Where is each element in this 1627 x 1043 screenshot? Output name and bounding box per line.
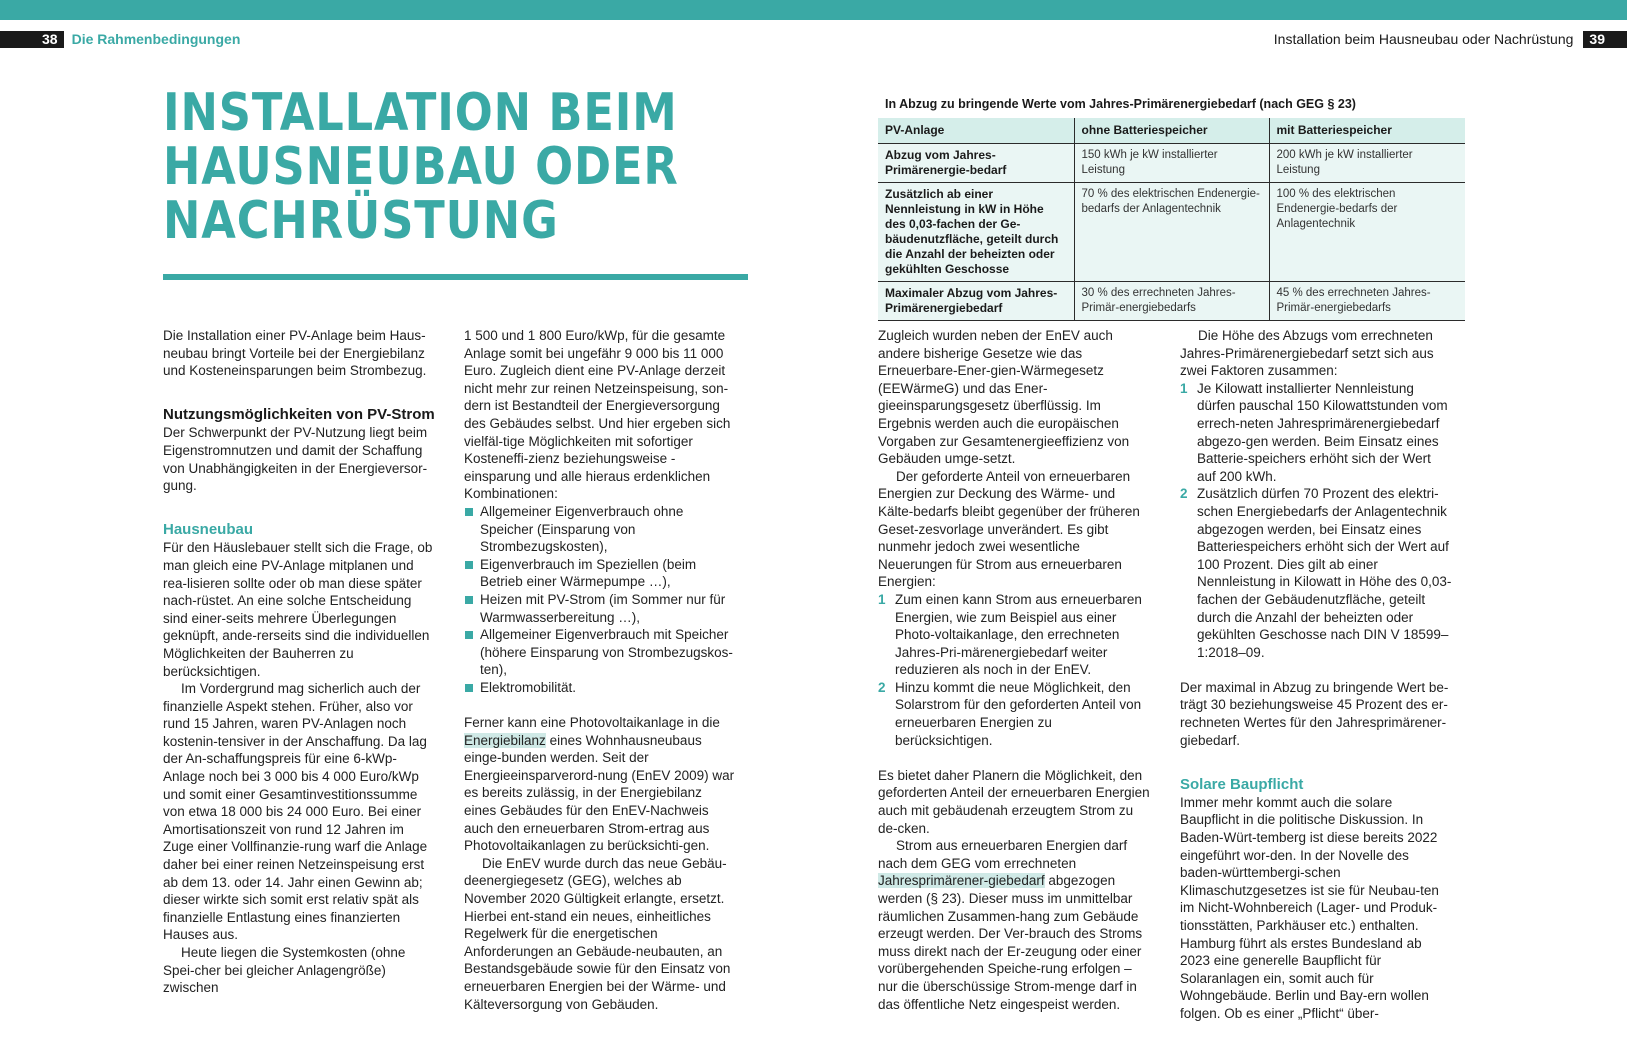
paragraph-hoehe: Die Höhe des Abzugs vom errechneten Jahres-Primärenergiebedarf setzt sich aus zwei Faktoren zusammen: bbox=[1180, 328, 1434, 379]
list-item-text: Zum einen kann Strom aus erneuerbaren Energien, wie zum Beispiel aus einer Photo-voltaikanlage, den errechneten Jahres-Pri-märenergiebedarf weiter reduzieren als noch in der EnEV. bbox=[895, 591, 1142, 678]
text-column-3 bbox=[878, 327, 1150, 1013]
paragraph-nutzung: Der Schwerpunkt der PV-Nutzung liegt beim Eigenstromnutzen und damit der Schaffung von Unabhängigkeiten in der Energieversor-gung. bbox=[163, 425, 428, 494]
page-number-right: 39 bbox=[1583, 31, 1627, 48]
list-item bbox=[878, 679, 1150, 749]
list-item bbox=[1180, 380, 1452, 486]
list-number: 1 bbox=[1180, 380, 1188, 396]
table-header-cell: mit Batteriespeicher bbox=[1269, 118, 1465, 144]
list-item: Eigenverbrauch im Speziellen (beim Betrieb einer Wärmepumpe …), bbox=[464, 556, 736, 591]
paragraph-hausneubau: Für den Häuslebauer stellt sich die Frage, ob man gleich eine PV-Anlage mitplanen und rea-lisieren sollte oder ob man diese später nach-rüstet. An eine solche Entscheidung sind einer-seits mehrere Überlegungen geknüpft, ande-rerseits sind die individuellen Möglichkeiten der Bauherren zu berücksichtigen. bbox=[163, 540, 433, 679]
text-column-1 bbox=[163, 327, 435, 997]
list-number: 2 bbox=[1180, 486, 1188, 502]
paragraph-heute: Heute liegen die Systemkosten (ohne Spei-cher bei gleicher Anlagengröße) zwischen bbox=[163, 945, 406, 996]
paragraph-bietet: Es bietet daher Planern die Möglichkeit, den geforderten Anteil der erneuerbaren Energien auch mit gebäudenah erzeugtem Strom zu de-cken. bbox=[878, 767, 1150, 836]
intro-paragraph: Die Installation einer PV-Anlage beim Haus-neubau bringt Vorteile bei der Energiebilanz und Kosteneinsparungen beim Strombezug. bbox=[163, 328, 427, 379]
paragraph-strom-rest: abgezogen werden (§ 23). Dieser muss im unmittelbar räumlichen Zusammen-hang zum Gebäude erzeugt werden. Der Ver-brauch des Stroms muss direkt nach der Er-zeugung oder einer vorübergehenden Speiche-rung erfolgen – nur die überschüssige Strom-menge darf in das öffentliche Netz eingespeist werden. bbox=[878, 873, 1143, 1012]
table-cell: 150 kWh je kW installierter Leistung bbox=[1074, 144, 1269, 183]
heading-nutzungsmoeglichkeiten: Nutzungsmöglichkeiten von PV-Strom bbox=[163, 406, 435, 424]
paragraph-ferner-start: Ferner kann eine Photovoltaikanlage in die bbox=[464, 715, 720, 731]
highlight-energiebilanz: Energiebilanz bbox=[464, 732, 546, 748]
list-item bbox=[1180, 485, 1452, 661]
section-title-right: Installation beim Hausneubau oder Nachrüstung bbox=[1273, 31, 1574, 47]
text-column-2 bbox=[464, 327, 736, 1013]
table-row-header: Maximaler Abzug vom Jahres-Primärenergiebedarf bbox=[878, 282, 1074, 321]
list-item: Elektromobilität. bbox=[464, 679, 736, 697]
numbered-list-neuerungen bbox=[878, 591, 1150, 749]
running-header-left bbox=[0, 31, 240, 48]
paragraph-strom bbox=[878, 837, 1150, 1013]
page-number-left: 38 bbox=[0, 31, 64, 48]
paragraph-zugleich: Zugleich wurden neben der EnEV auch andere bisherige Gesetze wie das Erneuerbare-Ener-gien-Wärmegesetz (EEWärmeG) und das Ener-gieeinsparungsgesetz überflüssig. Im Ergebnis werden auch die europäischen Vorgaben zur Gesamtenergieeffizienz von Gebäuden umge-setzt. bbox=[878, 328, 1130, 467]
paragraph-anteil: Der geforderte Anteil von erneuerbaren Energien zur Deckung des Wärme- und Kälte-bedarfs bleibt gegenüber der früheren Geset-zesvorlage unverändert. Es gibt nunmehr jedoch zwei wesentliche Neuerungen für Strom aus erneuerbaren Energien: bbox=[878, 468, 1140, 590]
paragraph-vordergrund: Im Vordergrund mag sicherlich auch der finanzielle Aspekt stehen. Früher, also vor rund 15 Jahren, waren PV-Anlagen noch kostenin-tensiver in der Anschaffung. Da lag der An-schaffungspreis für eine 6-kWp-Anlage noch bei 3 000 bis 4 000 Euro/kWp und somit einer Gesamtinvestitionssumme von etwa 18 000 bis 24 000 Euro. Bei einer Amortisationszeit von rund 12 Jahren im Zuge einer Vollfinanzie-rung warf die Anlage daher bei einer reinen Netzeinspeisung erst ab dem 13. oder 14. Jahr einen Gewinn ab; dieser wirkte sich somit erst relativ spät als finanzielle Entlastung eines finanzierten Hauses aus. bbox=[163, 681, 428, 943]
heading-solare-baupflicht: Solare Baupflicht bbox=[1180, 775, 1304, 793]
table-caption: In Abzug zu bringende Werte vom Jahres-Primärenergiebedarf (nach GEG § 23) bbox=[885, 97, 1356, 111]
title-underline bbox=[163, 274, 748, 280]
paragraph-solar: Immer mehr kommt auch die solare Baupflicht in die politische Diskussion. In Baden-Würt-temberg ist diese bereits 2022 eingeführt wor-den. In der Novelle des baden-württembergi-schen Klimaschutzgesetzes ist sie für Neubau-ten im Nicht-Wohnbereich (Lager- und Produk-tionsstätten, Parkhäuser etc.) enthalten. Hamburg führt als erstes Bundesland ab 2023 eine generelle Baupflicht für Solaranlagen ein, somit auch für Wohngebäude. Berlin und Bay-ern wollen folgen. Ob es einer „Pflicht“ über- bbox=[1180, 794, 1439, 1021]
table-row bbox=[878, 144, 1465, 183]
numbered-list-faktoren bbox=[1180, 380, 1452, 662]
deduction-table bbox=[878, 118, 1465, 321]
title-line-2: HAUSNEUBAU ODER bbox=[163, 137, 679, 197]
table-row bbox=[878, 183, 1465, 282]
list-number: 2 bbox=[878, 679, 886, 695]
section-title-left: Die Rahmenbedingungen bbox=[71, 31, 241, 47]
paragraph-ferner bbox=[464, 714, 736, 855]
table-header-cell: ohne Batteriespeicher bbox=[1074, 118, 1269, 144]
top-accent-bar bbox=[0, 0, 1627, 20]
table-cell: 70 % des elektrischen Endenergie-bedarfs der Anlagentechnik bbox=[1074, 183, 1269, 282]
list-item: Allgemeiner Eigenverbrauch ohne Speicher (Einsparung von Strombezugskosten), bbox=[464, 503, 736, 556]
list-item: Heizen mit PV-Strom (im Sommer nur für Warmwasserbereitung …), bbox=[464, 591, 736, 626]
table-row-header: Abzug vom Jahres-Primärenergie-bedarf bbox=[878, 144, 1074, 183]
list-item-text: Hinzu kommt die neue Möglichkeit, den Solarstrom für den geforderten Anteil von erneuerbaren Energien zu berücksichtigen. bbox=[895, 679, 1142, 748]
highlight-jahresprimaerenergiebedarf: Jahresprimärener-giebedarf bbox=[878, 873, 1045, 889]
list-item-text: Je Kilowatt installierter Nennleistung dürfen pauschal 150 Kilowattstunden vom errech-neten Jahresprimärenergiebedarf abgezo-gen werden. Beim Einsatz eines Batterie-speichers erhöht sich der Wert auf 200 kWh. bbox=[1197, 380, 1448, 484]
table-header-row bbox=[878, 118, 1465, 144]
bullet-list-kombinationen bbox=[464, 503, 736, 697]
title-line-1: INSTALLATION BEIM bbox=[163, 83, 678, 143]
list-item: Allgemeiner Eigenverbrauch mit Speicher (höhere Einsparung von Strombezugskos-ten), bbox=[464, 626, 736, 679]
paragraph-strom-start: Strom aus erneuerbaren Energien darf nach dem GEG vom errechneten bbox=[878, 838, 1128, 871]
paragraph-kosten: 1 500 und 1 800 Euro/kWp, für die gesamte Anlage somit bei ungefähr 9 000 bis 11 000 Euro. Zugleich dient eine PV-Anlage derzeit nicht mehr zur reinen Netzeinspeisung, son-dern ist Bestandteil der Energieversorgung des Gebäudes selbst. Und hier ergeben sich vielfäl-tige Möglichkeiten mit sofortiger Kosteneffi-zienz beziehungsweise -einsparung und alle hieraus erdenklichen Kombinationen: bbox=[464, 328, 731, 502]
table-row bbox=[878, 282, 1465, 321]
title-line-3: NACHRÜSTUNG bbox=[163, 191, 559, 251]
paragraph-ferner-rest: eines Wohnhausneubaus einge-bunden werden. Seit der Energieeinsparverord-nung (EnEV 2009) war es bereits zulässig, in der Energiebilanz eines Gebäudes für den EnEV-Nachweis auch den erneuerbaren Strom-ertrag aus Photovoltaikanlagen zu berücksichti-gen. bbox=[464, 732, 735, 854]
table-cell: 100 % des elektrischen Endenergie-bedarfs der Anlagentechnik bbox=[1269, 183, 1465, 282]
table-row-header: Zusätzlich ab einer Nennleistung in kW in Höhe des 0,03-fachen der Ge-bäudenutzfläche, geteilt durch die Anzahl der beheizten oder gekühlten Geschosse bbox=[878, 183, 1074, 282]
running-header-right bbox=[1274, 31, 1627, 48]
table-cell: 30 % des errechneten Jahres-Primär-energiebedarfs bbox=[1074, 282, 1269, 321]
paragraph-maximal: Der maximal in Abzug zu bringende Wert be-trägt 30 beziehungsweise 45 Prozent des er-rechneten Wertes für den Jahresprimärener-giebedarf. bbox=[1180, 679, 1449, 748]
table-cell: 200 kWh je kW installierter Leistung bbox=[1269, 144, 1465, 183]
table-header-cell: PV-Anlage bbox=[878, 118, 1074, 144]
page-title bbox=[163, 83, 679, 251]
list-item bbox=[878, 591, 1150, 679]
heading-hausneubau: Hausneubau bbox=[163, 521, 254, 539]
list-item-text: Zusätzlich dürfen 70 Prozent des elektri-schen Energiebedarfs der Anlagentechnik abgezogen werden, bei Einsatz eines Batteriespeichers erhöht sich der Wert auf 100 Prozent. Dies gilt ab einer Nennleistung in Kilowatt in Höhe des 0,03-fachen der Gebäudenutzfläche, geteilt durch die Anzahl der beheizten oder gekühlten Geschosse nach DIN V 18599–1:2018–09. bbox=[1197, 486, 1452, 660]
table-cell: 45 % des errechneten Jahres-Primär-energiebedarfs bbox=[1269, 282, 1465, 321]
text-column-4 bbox=[1180, 327, 1452, 1023]
list-number: 1 bbox=[878, 591, 886, 607]
paragraph-enev: Die EnEV wurde durch das neue Gebäu-deenergiegesetz (GEG), welches ab November 2020 Gültigkeit erlangte, ersetzt. Hierbei ent-stand ein neues, einheitliches Regelwerk für die energetischen Anforderungen an Gebäude-neubauten, an Bestandsgebäude sowie für den Einsatz von erneuerbaren Energien bei der Wärme- und Kälteversorgung von Gebäuden. bbox=[464, 855, 731, 1012]
